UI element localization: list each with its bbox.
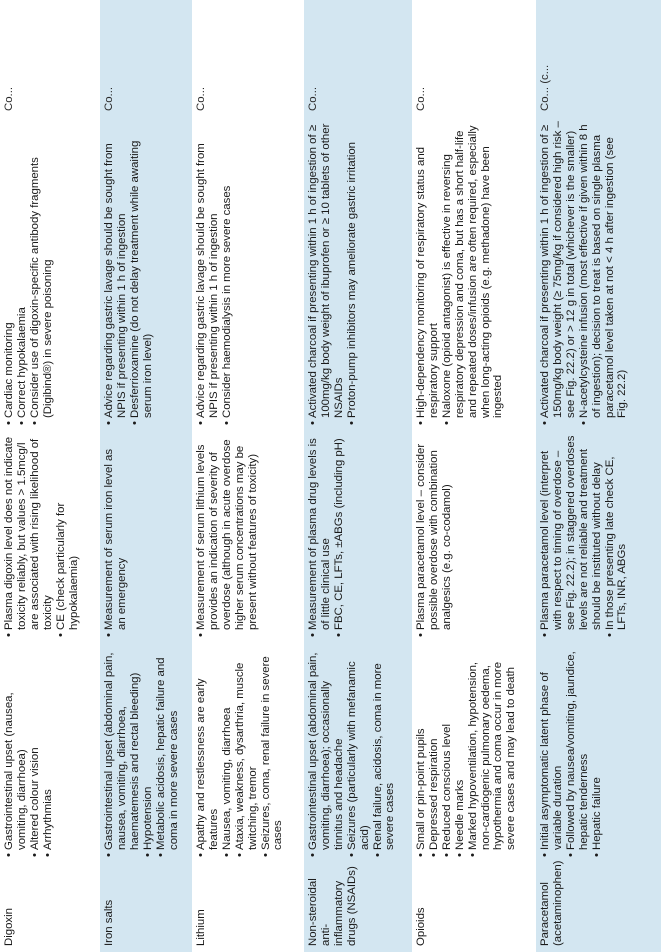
- list-item: • Correct hypokalaemia: [16, 120, 29, 425]
- list-item: • Small or pin-point pupils: [415, 646, 428, 857]
- drug-name: Digoxin: [3, 908, 15, 946]
- list-item: • Activated charcoal if presenting within 1 h of ingestion of ≥ 100mg/kg body weight of ibuprofen or ≥ 10 tablets of other NSAIDs: [307, 120, 346, 425]
- continuation-cell: Co...: [304, 0, 412, 114]
- drug-name: Paracetamol (acetaminophen): [536, 860, 661, 952]
- management-cell: [0, 114, 100, 428]
- bullet-list: [539, 646, 604, 857]
- bullet-list: [103, 646, 180, 857]
- list-item: • Advice regarding gastric lavage should be sought from NPIS if presenting within 1 h of ingestion: [103, 120, 129, 425]
- investigations-cell: [0, 428, 100, 640]
- bullet-list: [307, 646, 397, 857]
- list-item: • Measurement of serum lithium levels provides an indication of severity of overdose (although in acute overdose higher serum concentrations may be present without features of toxicity): [195, 434, 260, 637]
- clinical-features-cell: [100, 640, 192, 860]
- list-item: • Ataxia, weakness, dysarthria, muscle twitching, tremor: [234, 646, 260, 857]
- list-item: • Renal failure, acidosis, coma in more severe cases: [372, 646, 398, 857]
- list-item: • Plasma paracetamol level (interpret with respect to timing of overdose – see Fig. 22.2); in staggered overdoses levels are not reliable and treatment should be instituted without delay: [539, 434, 604, 637]
- bullet-list: [415, 434, 454, 637]
- bullet-list: [103, 120, 155, 425]
- bullet-list: [307, 120, 359, 425]
- investigations-cell: [412, 428, 536, 640]
- clinical-features-cell: [536, 640, 661, 860]
- table-row: [0, 0, 100, 952]
- continuation-cell: Co... (c...: [536, 0, 661, 114]
- list-item: • Cardiac monitoring: [3, 120, 16, 425]
- drug-name: Lithium: [195, 909, 207, 946]
- bullet-list: [195, 434, 260, 637]
- list-item: • Seizures (particularly with mefanamic acid): [346, 646, 372, 857]
- list-item: • Gastrointestinal upset (nausea, vomiting, diarrhoea): [3, 646, 29, 857]
- bullet-list: [103, 434, 129, 637]
- list-item: • Hypotension: [142, 646, 155, 857]
- list-item: • Arrhythmias: [42, 646, 55, 857]
- bullet-list: [3, 120, 55, 425]
- list-item: • Advice regarding gastric lavage should be sought from NPIS if presenting within 1 h of ingestion: [195, 120, 221, 425]
- list-item: • Metabolic acidosis, hepatic failure and coma in more severe cases: [155, 646, 181, 857]
- investigations-cell: [100, 428, 192, 640]
- clinical-features-cell: [412, 640, 536, 860]
- list-item: • Followed by nausea/vomiting, jaundice, hepatic tenderness: [565, 646, 591, 857]
- clinical-features-cell: [192, 640, 304, 860]
- list-item: • High-dependency monitoring of respiratory status and respiratory support: [415, 120, 441, 425]
- management-cell: [192, 114, 304, 428]
- table-row: [304, 0, 412, 952]
- list-item: • Consider use of digoxin-specific antibody fragments (Digibind®) in severe poisoning: [29, 120, 55, 425]
- list-item: • Needle marks: [454, 646, 467, 857]
- list-item: • Naloxone (opioid antagonist) is effective in reversing respiratory depression and coma, but has a short half-life and repeated doses/infusion are often required, especially when long-acting opioids (e.g. methadone) have been ingested: [441, 120, 506, 425]
- list-item: • Gastrointestinal upset (abdominal pain, nausea, vomiting, diarrhoea, haematemesis and rectal bleeding): [103, 646, 142, 857]
- continuation-cell: Co...: [415, 86, 427, 111]
- list-item: • Seizures, coma, renal failure in severe cases: [260, 646, 286, 857]
- table-row: [412, 0, 536, 952]
- list-item: • Measurement of serum iron level as an emergency: [103, 434, 129, 637]
- management-cell: [536, 114, 661, 428]
- drug-name: Non-steroidal anti-inflammatory drugs (NSAIDs): [304, 860, 412, 952]
- investigations-cell: [192, 428, 304, 640]
- list-item: • Plasma paracetamol level – consider possible overdose with combination analgesics (e.g. co-codamol): [415, 434, 454, 637]
- list-item: • In those presenting late check CE, LFTs, INR, ABGs: [604, 434, 630, 637]
- bullet-list: [3, 434, 80, 637]
- list-item: • Nausea, vomiting, diarrhoea: [221, 646, 234, 857]
- clinical-features-cell: [0, 640, 100, 860]
- list-item: • Activated charcoal if presenting within 1 h of ingestion of ≥ 150mg/kg body weight (≥ 75mg/kg if considered high risk – see Fig. 22.2) or > 12 g in total (whichever is the smaller): [539, 120, 578, 425]
- list-item: • N-acetylcysteine infusion (most effective if given within 8 h of ingestion); decision to treat is based on single plasma paracetamol level taken at not < 4 h after ingestion (see Fig. 22.2): [578, 120, 630, 425]
- bullet-list: [415, 120, 505, 425]
- management-cell: [304, 114, 412, 428]
- bullet-list: [3, 646, 55, 857]
- list-item: • FBC, CE, LFTs, ±ABGs (including pH): [333, 434, 346, 637]
- table-row: [536, 0, 661, 952]
- list-item: • Desferrioxamine (do not delay treatment while awaiting serum iron level): [129, 120, 155, 425]
- list-item: • Marked hypoventilation, hypotension, non-cardiogenic pulmonary oedema, hypothermia and coma occur in more severe cases and may lead to death: [467, 646, 519, 857]
- list-item: • Depressed respiration: [428, 646, 441, 857]
- bullet-list: [539, 434, 629, 637]
- list-item: • Hepatic failure: [591, 646, 604, 857]
- list-item: • Altered colour vision: [29, 646, 42, 857]
- investigations-cell: [536, 428, 661, 640]
- list-item: • Plasma digoxin level does not indicate toxicity reliably, but values > 1.5mcg/l are associated with rising likelihood of toxicity: [3, 434, 55, 637]
- list-item: • CE (check particularly for hypokalaemia): [55, 434, 81, 637]
- bullet-list: [539, 120, 629, 425]
- list-item: • Reduced conscious level: [441, 646, 454, 857]
- list-item: • Apathy and restlessness are early features: [195, 646, 221, 857]
- list-item: • Proton-pump inhibitors may ameliorate gastric irritation: [346, 120, 359, 425]
- clinical-features-cell: [304, 640, 412, 860]
- bullet-list: [307, 434, 346, 637]
- management-cell: [100, 114, 192, 428]
- table-row: [192, 0, 304, 952]
- drug-name: Iron salts: [100, 860, 192, 952]
- bullet-list: [195, 646, 285, 857]
- continuation-cell: Co...: [100, 0, 192, 114]
- list-item: • Measurement of plasma drug levels is of little clinical use: [307, 434, 333, 637]
- list-item: • Consider haemodialysis in more severe cases: [221, 120, 234, 425]
- continuation-cell: Co...: [3, 86, 15, 111]
- management-cell: [412, 114, 536, 428]
- list-item: • Gastrointestinal upset (abdominal pain, vomiting, diarrhoea); occasionally tinnitus and headache: [307, 646, 346, 857]
- table-row: [100, 0, 192, 952]
- bullet-list: [415, 646, 518, 857]
- investigations-cell: [304, 428, 412, 640]
- drug-name: Opioids: [415, 907, 427, 946]
- continuation-cell: Co...: [195, 86, 207, 111]
- bullet-list: [195, 120, 234, 425]
- list-item: • Initial asymptomatic latent phase of variable duration: [539, 646, 565, 857]
